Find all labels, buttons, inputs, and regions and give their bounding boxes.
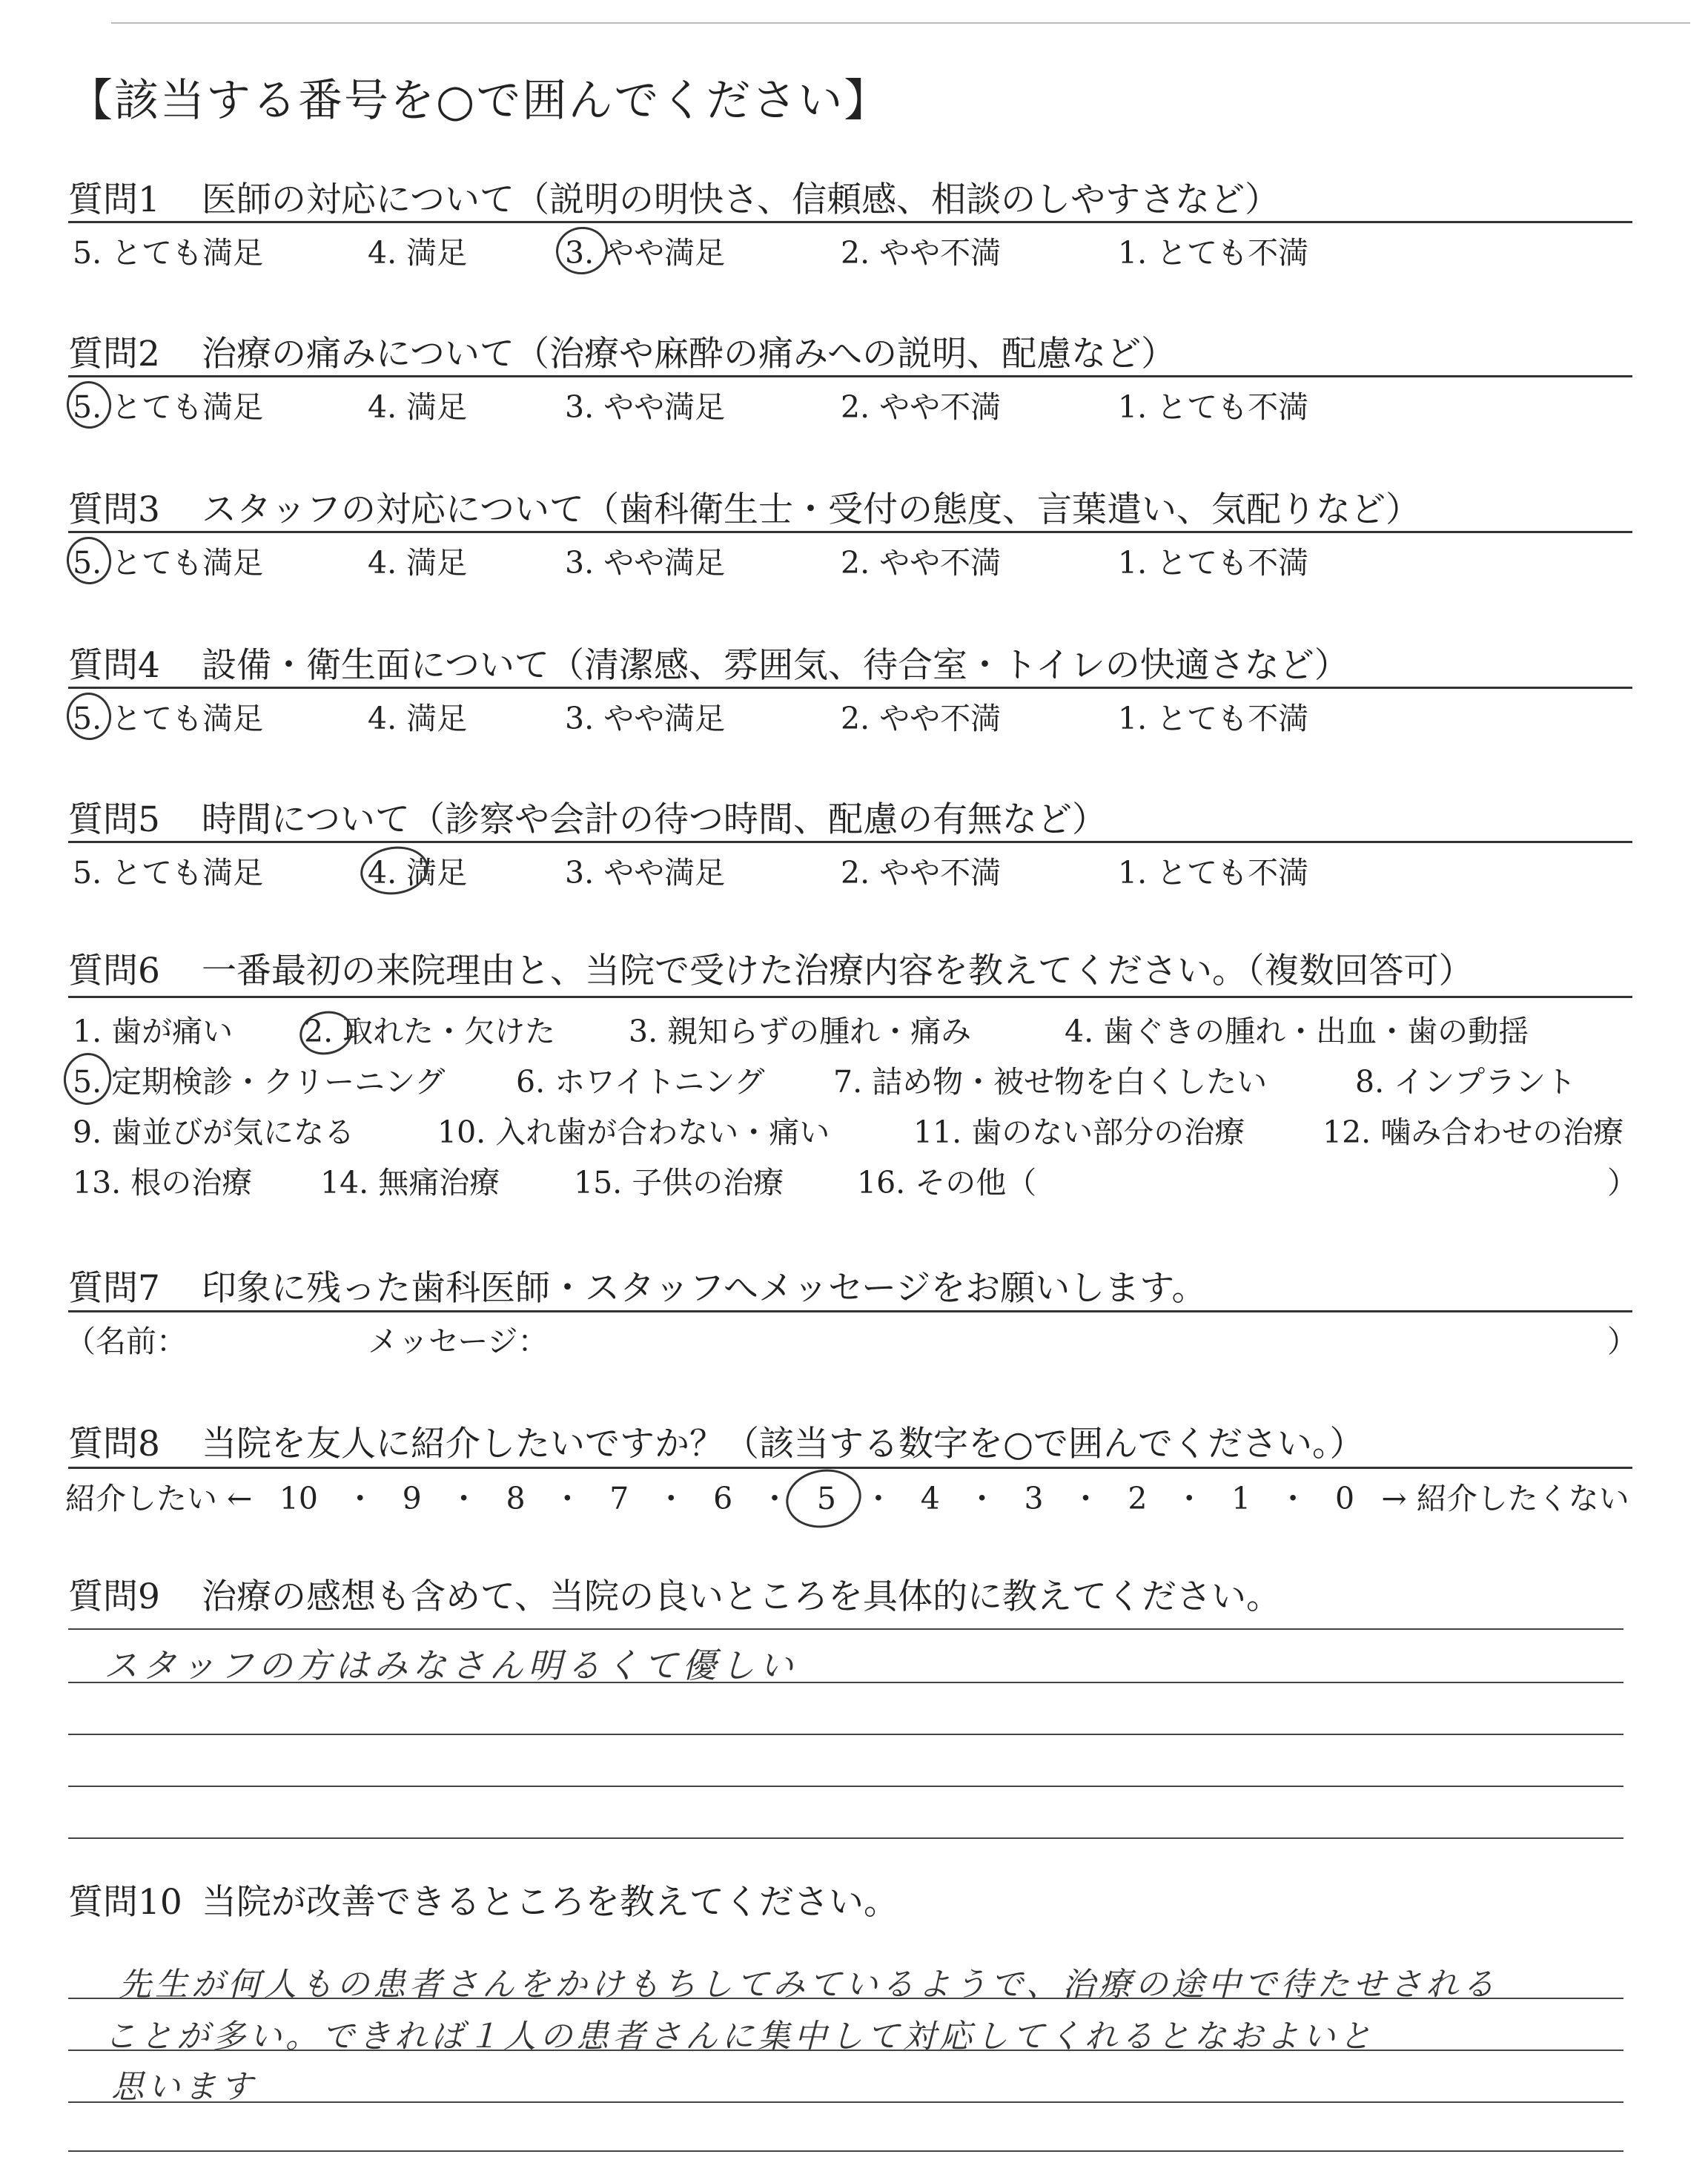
scale-value-1[interactable]: 1	[1231, 1481, 1251, 1516]
question-6-text: 一番最初の来院理由と、当院で受けた治療内容を教えてください。（複数回答可）	[202, 951, 1474, 991]
question-5-label: 質問5	[68, 799, 160, 840]
question-3-text: スタッフの対応について（歯科衛生士・受付の態度、言葉遣い、気配りなど）	[202, 489, 1421, 530]
question-1-choice-3[interactable]: 3. やや満足	[565, 235, 726, 271]
message-close-paren: ）	[1607, 1324, 1638, 1359]
scale-separator: ・	[552, 1481, 583, 1516]
scale-separator: ・	[345, 1481, 376, 1516]
question-8-label: 質問8	[68, 1424, 160, 1464]
page-top-edge	[111, 22, 1690, 24]
question-4-label: 質問4	[68, 645, 160, 686]
scale-separator: ・	[655, 1481, 686, 1516]
question-5-choice-5[interactable]: 5. とても満足	[73, 855, 264, 891]
question-1-label: 質問1	[68, 179, 160, 220]
q6-option-15[interactable]: 15. 子供の治療	[574, 1165, 784, 1200]
scale-value-7[interactable]: 7	[609, 1481, 629, 1516]
question-2-choice-3[interactable]: 3. やや満足	[565, 389, 726, 425]
scale-right-label: → 紹介したくない	[1381, 1481, 1629, 1516]
q6-option-5[interactable]: 5. 定期検診・クリーニング	[73, 1064, 446, 1100]
q6-option-1[interactable]: 1. 歯が痛い	[73, 1014, 234, 1049]
q6-option-6[interactable]: 6. ホワイトニング	[516, 1064, 765, 1100]
scale-separator: ・	[1277, 1481, 1308, 1516]
scale-separator: ・	[1070, 1481, 1101, 1516]
question-4-choice-2[interactable]: 2. やや不満	[841, 701, 1002, 736]
question-1-choice-4[interactable]: 4. 満足	[368, 235, 468, 271]
question-10-text: 当院が改善できるところを教えてください。	[202, 1882, 898, 1923]
answer-line	[68, 2150, 1623, 2152]
question-5-choice-3[interactable]: 3. やや満足	[565, 855, 726, 891]
question-3-label: 質問3	[68, 489, 160, 530]
question-7-underline	[68, 1310, 1632, 1312]
q6-option-13[interactable]: 13. 根の治療	[73, 1165, 253, 1200]
scale-value-5[interactable]: 5	[816, 1481, 836, 1516]
q6-option-2[interactable]: 2. 取れた・欠けた	[304, 1014, 556, 1049]
scale-value-6[interactable]: 6	[713, 1481, 733, 1516]
question-4-choice-1[interactable]: 1. とても不満	[1118, 701, 1309, 736]
question-2-underline	[68, 375, 1632, 377]
question-10-label: 質問10	[68, 1882, 182, 1923]
name-label: （名前：	[65, 1324, 187, 1359]
scale-left-label: 紹介したい ←	[65, 1481, 253, 1516]
q6-option-14[interactable]: 14. 無痛治療	[320, 1165, 500, 1200]
question-2-choice-5[interactable]: 5. とても満足	[73, 389, 264, 425]
scale-value-2[interactable]: 2	[1128, 1481, 1148, 1516]
answer-line	[68, 1786, 1623, 1787]
question-6-label: 質問6	[68, 951, 160, 991]
question-4-underline	[68, 687, 1632, 689]
question-3-choice-1[interactable]: 1. とても不満	[1118, 545, 1309, 581]
question-3-underline	[68, 531, 1632, 533]
q6-option-16[interactable]: 16. その他（	[857, 1165, 1037, 1200]
other-close-paren: ）	[1607, 1165, 1638, 1200]
question-7-label: 質問7	[68, 1268, 160, 1309]
scale-separator: ・	[1174, 1481, 1205, 1516]
question-1-underline	[68, 221, 1632, 223]
scale-value-8[interactable]: 8	[506, 1481, 526, 1516]
question-1-choice-5[interactable]: 5. とても満足	[73, 235, 264, 271]
scale-value-3[interactable]: 3	[1024, 1481, 1044, 1516]
question-2-choice-4[interactable]: 4. 満足	[368, 389, 468, 425]
question-1-choice-2[interactable]: 2. やや不満	[841, 235, 1002, 271]
question-2-text: 治療の痛みについて（治療や麻酔の痛みへの説明、配慮など）	[202, 334, 1176, 374]
q6-option-3[interactable]: 3. 親知らずの腫れ・痛み	[629, 1014, 972, 1049]
scale-value-10[interactable]: 10	[279, 1481, 318, 1516]
question-2-label: 質問2	[68, 334, 160, 374]
question-1-text: 医師の対応について（説明の明快さ、信頼感、相談のしやすさなど）	[202, 179, 1280, 220]
q6-option-11[interactable]: 11. 歯のない部分の治療	[913, 1114, 1245, 1150]
q6-option-4[interactable]: 4. 歯ぐきの腫れ・出血・歯の動揺	[1065, 1014, 1529, 1049]
question-3-choice-5[interactable]: 5. とても満足	[73, 545, 264, 581]
question-5-underline	[68, 841, 1632, 843]
q6-option-12[interactable]: 12. 噛み合わせの治療	[1323, 1114, 1624, 1150]
question-3-choice-4[interactable]: 4. 満足	[368, 545, 468, 581]
message-label: メッセージ：	[368, 1324, 549, 1359]
scale-separator: ・	[967, 1481, 998, 1516]
question-10-answer-line-2[interactable]: ことが多い。できれば１人の患者さんに集中して対応してくれるとなおよいと	[104, 2018, 1375, 2055]
answer-line	[68, 2101, 1623, 2103]
question-3-choice-2[interactable]: 2. やや不満	[841, 545, 1002, 581]
question-4-choice-4[interactable]: 4. 満足	[368, 701, 468, 736]
question-6-underline	[68, 996, 1632, 998]
question-4-choice-3[interactable]: 3. やや満足	[565, 701, 726, 736]
form-title: 【該当する番号を○で囲んでください】	[68, 75, 890, 127]
question-5-text: 時間について（診察や会計の待つ時間、配慮の有無など）	[202, 799, 1108, 840]
question-10-answer-line-1[interactable]: 先生が何人もの患者さんをかけもちしてみているようで、治療の途中で待たせされる	[119, 1966, 1499, 2004]
scale-separator: ・	[863, 1481, 894, 1516]
q6-option-9[interactable]: 9. 歯並びが気になる	[73, 1114, 355, 1150]
question-5-choice-2[interactable]: 2. やや不満	[841, 855, 1002, 891]
q6-option-10[interactable]: 10. 入れ歯が合わない・痛い	[437, 1114, 830, 1150]
question-7-text: 印象に残った歯科医師・スタッフへメッセージをお願いします。	[202, 1268, 1207, 1309]
question-8-text: 当院を友人に紹介したいですか？（該当する数字を○で囲んでください。）	[202, 1424, 1365, 1464]
answer-line	[68, 1837, 1623, 1839]
question-10-answer-line-3[interactable]: 思います	[111, 2068, 256, 2106]
question-1-choice-1[interactable]: 1. とても不満	[1118, 235, 1309, 271]
scale-value-0[interactable]: 0	[1334, 1481, 1355, 1516]
question-3-choice-3[interactable]: 3. やや満足	[565, 545, 726, 581]
question-8-underline	[68, 1467, 1632, 1469]
question-5-choice-4[interactable]: 4. 満足	[368, 855, 468, 891]
scale-separator: ・	[448, 1481, 480, 1516]
q6-option-8[interactable]: 8. インプラント	[1355, 1064, 1577, 1100]
question-9-answer[interactable]: スタッフの方はみなさん明るくて優しい	[104, 1645, 798, 1685]
answer-line	[68, 1628, 1623, 1630]
question-9-label: 質問9	[68, 1576, 160, 1617]
q6-option-7[interactable]: 7. 詰め物・被せ物を白くしたい	[833, 1064, 1268, 1100]
answer-line	[68, 1734, 1623, 1735]
question-2-choice-1[interactable]: 1. とても不満	[1118, 389, 1309, 425]
question-2-choice-2[interactable]: 2. やや不満	[841, 389, 1002, 425]
question-4-choice-5[interactable]: 5. とても満足	[73, 701, 264, 736]
question-5-choice-1[interactable]: 1. とても不満	[1118, 855, 1309, 891]
question-4-text: 設備・衛生面について（清潔感、雰囲気、待合室・トイレの快適さなど）	[202, 645, 1349, 686]
scale-value-4[interactable]: 4	[920, 1481, 940, 1516]
scale-separator: ・	[759, 1481, 790, 1516]
scale-value-9[interactable]: 9	[402, 1481, 422, 1516]
question-9-text: 治療の感想も含めて、当院の良いところを具体的に教えてください。	[202, 1576, 1282, 1617]
